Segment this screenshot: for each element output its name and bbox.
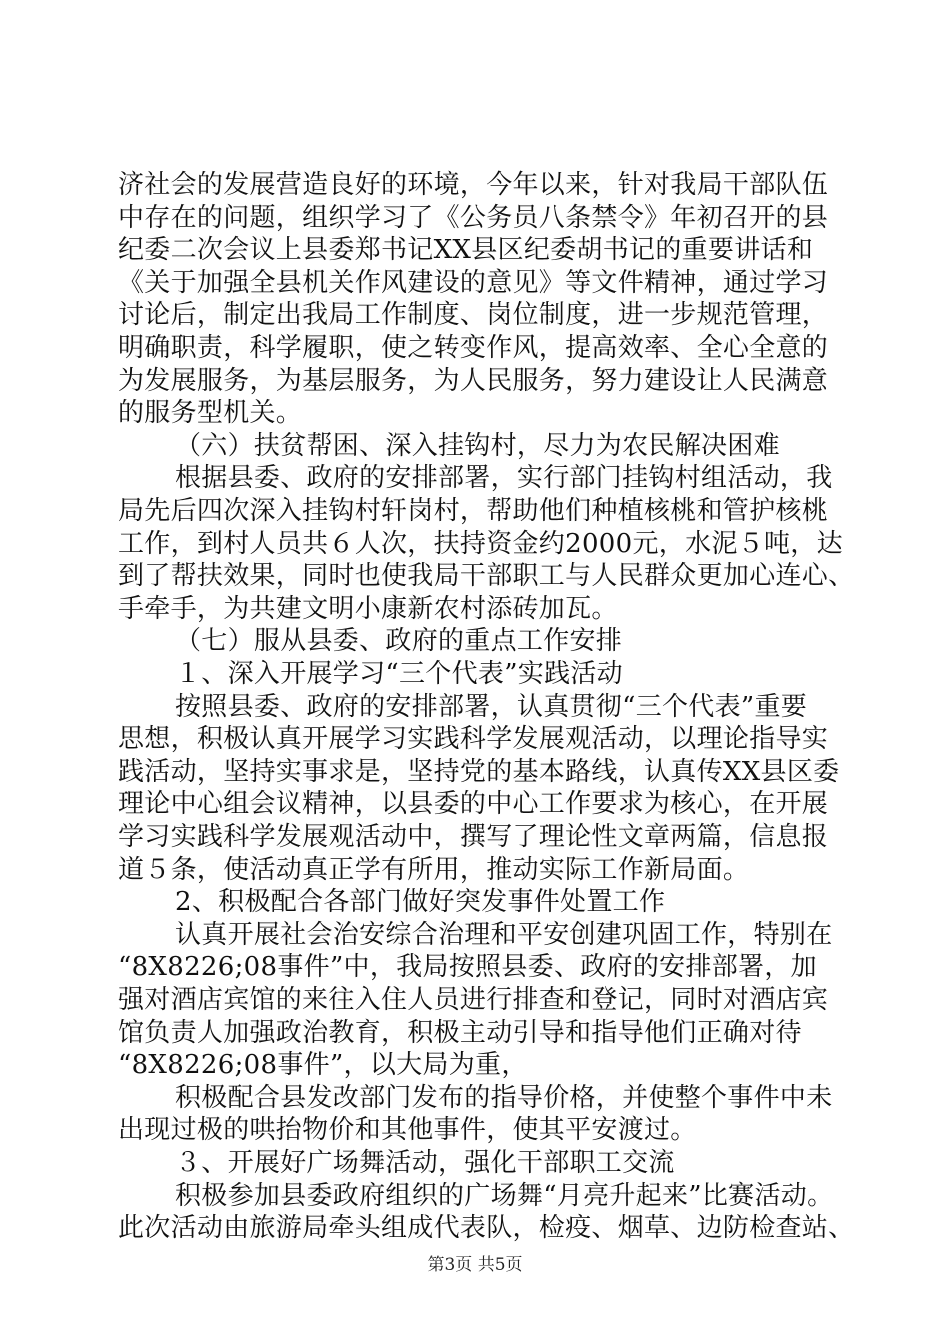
body-text-line: 此次活动由旅游局牵头组成代表队，检疫、烟草、边防检查站、 (118, 1213, 855, 1244)
body-text-line: 馆负责人加强政治教育，积极主动引导和指导他们正确对待 (118, 1017, 802, 1048)
body-text-line: 道５条，使活动真正学有所用，推动实际工作新局面。 (118, 854, 750, 885)
section-heading-7: （七）服从县委、政府的重点工作安排 (175, 626, 623, 657)
body-text-line: 践活动，坚持实事求是，坚持党的基本路线，认真传XX县区委 (118, 756, 840, 787)
body-text-line: 纪委二次会议上县委郑书记XX县区纪委胡书记的重要讲话和 (118, 235, 814, 266)
body-text-line: 出现过极的哄抬物价和其他事件，使其平安渡过。 (118, 1115, 697, 1146)
body-text-line: 强对酒店宾馆的来往入住人员进行排查和登记，同时对酒店宾 (118, 985, 829, 1015)
section-heading-6: （六）扶贫帮困、深入挂钩村，尽力为农民解决困难 (175, 430, 780, 461)
body-text-line: 明确职责，科学履职，使之转变作风，提高效率、全心全意的 (118, 333, 829, 363)
body-text-line: 中存在的问题，组织学习了《公务员八条禁令》年初召开的县 (118, 202, 829, 233)
body-text-line: 济社会的发展营造良好的环境，今年以来，针对我局干部队伍 (118, 170, 829, 200)
paragraph-first-line: 按照县委、政府的安排部署，认真贯彻“三个代表”重要 (175, 691, 808, 722)
body-text-line: 为发展服务，为基层服务，为人民服务，努力建设让人民满意 (118, 365, 829, 396)
paragraph-first-line: 积极配合县发改部门发布的指导价格，并使整个事件中未 (175, 1082, 833, 1113)
body-text-line: 工作，到村人员共６人次，扶持资金约2000元，水泥５吨，达 (118, 528, 843, 559)
body-text-line: 局先后四次深入挂钩村轩岗村，帮助他们种植核桃和管护核桃 (118, 496, 829, 526)
subsection-heading-1: １、深入开展学习“三个代表”实践活动 (175, 659, 623, 689)
body-text-line: 思想，积极认真开展学习实践科学发展观活动，以理论指导实 (118, 724, 829, 755)
paragraph-first-line: 认真开展社会治安综合治理和平安创建巩固工作，特别在 (175, 919, 833, 950)
body-text-line: “8X8226;08事件”，以大局为重， (118, 1050, 528, 1081)
body-text-line: 讨论后，制定出我局工作制度、岗位制度，进一步规范管理， (118, 300, 829, 331)
subsection-heading-2: 2、积极配合各部门做好突发事件处置工作 (175, 887, 666, 918)
subsection-heading-3: ３、开展好广场舞活动，强化干部职工交流 (175, 1148, 675, 1178)
body-text-line: 学习实践科学发展观活动中，撰写了理论性文章两篇，信息报 (118, 822, 829, 852)
body-text-line: “8X8226;08事件”中，我局按照县委、政府的安排部署，加 (118, 952, 817, 983)
body-text-line: 到了帮扶效果，同时也使我局干部职工与人民群众更加心连心、 (118, 561, 855, 592)
paragraph-first-line: 根据县委、政府的安排部署，实行部门挂钩村组活动，我 (175, 463, 833, 494)
body-text-line: 《关于加强全县机关作风建设的意见》等文件精神，通过学习 (118, 267, 829, 298)
body-text-line: 手牵手，为共建文明小康新农村添砖加瓦。 (118, 593, 618, 624)
page-number-footer: 第3页 共5页 (427, 1255, 523, 1275)
body-text-line: 理论中心组会议精神，以县委的中心工作要求为核心，在开展 (118, 789, 829, 820)
body-text-line: 的服务型机关。 (118, 398, 303, 429)
paragraph-first-line: 积极参加县委政府组织的广场舞“月亮升起来”比赛活动。 (175, 1180, 834, 1211)
